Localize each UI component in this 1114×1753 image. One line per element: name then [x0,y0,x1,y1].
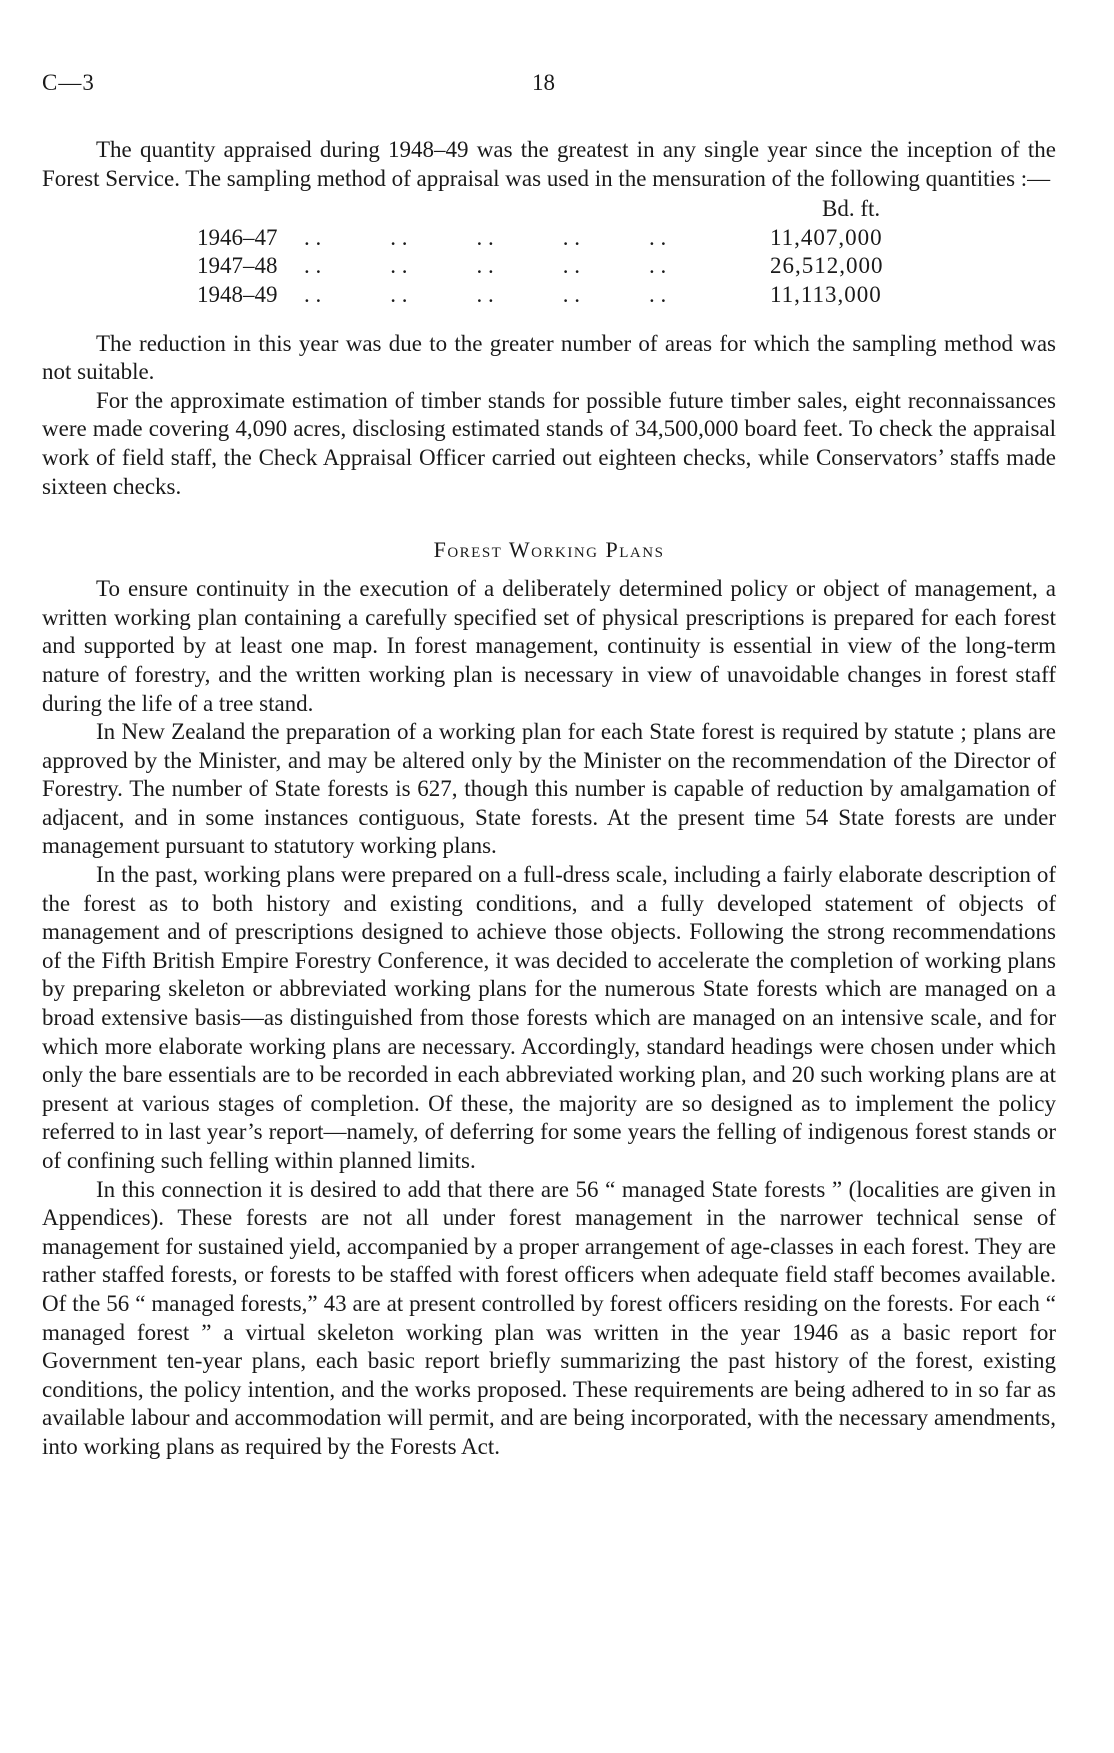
page-number: 18 [532,70,555,95]
quantities-table [42,195,1056,309]
leader-dots: . . . . . . . . . . [304,253,667,279]
table-year: 1947–48 [197,253,278,279]
leader-dots: . . . . . . . . . . [304,281,667,307]
table-value: 11,113,000 [770,281,882,307]
section-heading: Forest Working Plans [433,537,665,563]
table-value: 11,407,000 [770,224,883,250]
table-row [42,224,1056,253]
paragraph: The quantity appraised during 1948–49 was the greatest in any single year since the inception of the Forest Service. The sampling method of appraisal was used in the mensuration of the following quantities :— [42,137,1056,191]
table-row [42,281,1056,310]
table-year: 1948–49 [197,281,278,307]
paragraph: For the approximate estimation of timber stands for possible future timber sales, eight reconnaissances were made covering 4,090 acres, disclosing estimated stands of 34,500,000 board feet. To check the appraisal work of field staff, the Check Appraisal Officer carried out eighteen checks, while Conservators’ staffs made sixteen checks. [42,387,1056,499]
paragraph: In the past, working plans were prepared on a full-dress scale, including a fairly elaborate description of the forest as to both history and existing conditions, and a fully developed statement of objects of management and of prescriptions designed to achieve those objects. Following the strong recommendations of the Fifth British Empire Forestry Conference, it was decided to accelerate the completion of working plans by preparing skeleton or abbreviated working plans for the numerous State forests which are managed on a broad extensive basis—as distinguished from those forests which are managed on an intensive scale, and for which more elaborate working plans are necessary. Accordingly, standard headings were chosen under which only the bare essentials are to be recorded in each abbreviated working plan, and 20 such working plans are at present at various stages of completion. Of these, the majority are so designed as to implement the policy referred to in last year’s report—namely, of deferring for some years the felling of indigenous forest stands or of confining such felling within planned limits. [42,862,1056,1173]
paragraph: In this connection it is desired to add that there are 56 “ managed State forests ” (localities are given in Appendices). These forests are not all under forest management in the narrower technical sense of management for sustained yield, accompanied by a proper arrangement of age-classes in each forest. They are rather staffed forests, or forests to be staffed with forest officers when adequate field staff becomes available. Of the 56 “ managed forests,” 43 are at present controlled by forest officers residing on the forests. For each “ managed forest ” a virtual skeleton working plan was written in the year 1946 as a basic report for Government ten-year plans, each basic report briefly summarizing the past history of the forest, existing conditions, the policy intention, and the works proposed. These requirements are being adhered to in so far as available labour and accommodation will permit, and are being incorporated, with the necessary amendments, into working plans as required by the Forests Act. [42,1176,1056,1459]
table-year: 1946–47 [197,224,278,250]
page-body [42,136,1056,1462]
document-id: C—3 [42,70,95,95]
paragraph: In New Zealand the preparation of a working plan for each State forest is required by statute ; plans are approved by the Minister, and may be altered only by the Minister on the recommendation of the Director of Forestry. The number of State forests is 627, though this number is capable of reduction by amalgamation of adjacent, and in some instances contiguous, State forests. At the present time 54 State forests are under management pursuant to statutory working plans. [42,719,1056,859]
table-value: 26,512,000 [770,253,884,279]
leader-dots: . . . . . . . . . . [304,224,667,250]
table-unit-label: Bd. ft. [822,196,881,222]
table-unit-row [42,195,1056,224]
page-header [42,70,1072,104]
paragraph: To ensure continuity in the execution of a deliberately determined policy or object of management, a written working plan containing a carefully specified set of physical prescriptions is prepared for each forest and supported by at least one map. In forest management, continuity is essential in view of the long-term nature of forestry, and the written working plan is necessary in view of unavoidable changes in forest staff during the life of a tree stand. [42,576,1056,716]
paragraph: The reduction in this year was due to the greater number of areas for which the sampling method was not suitable. [42,330,1056,385]
table-row [42,252,1056,281]
